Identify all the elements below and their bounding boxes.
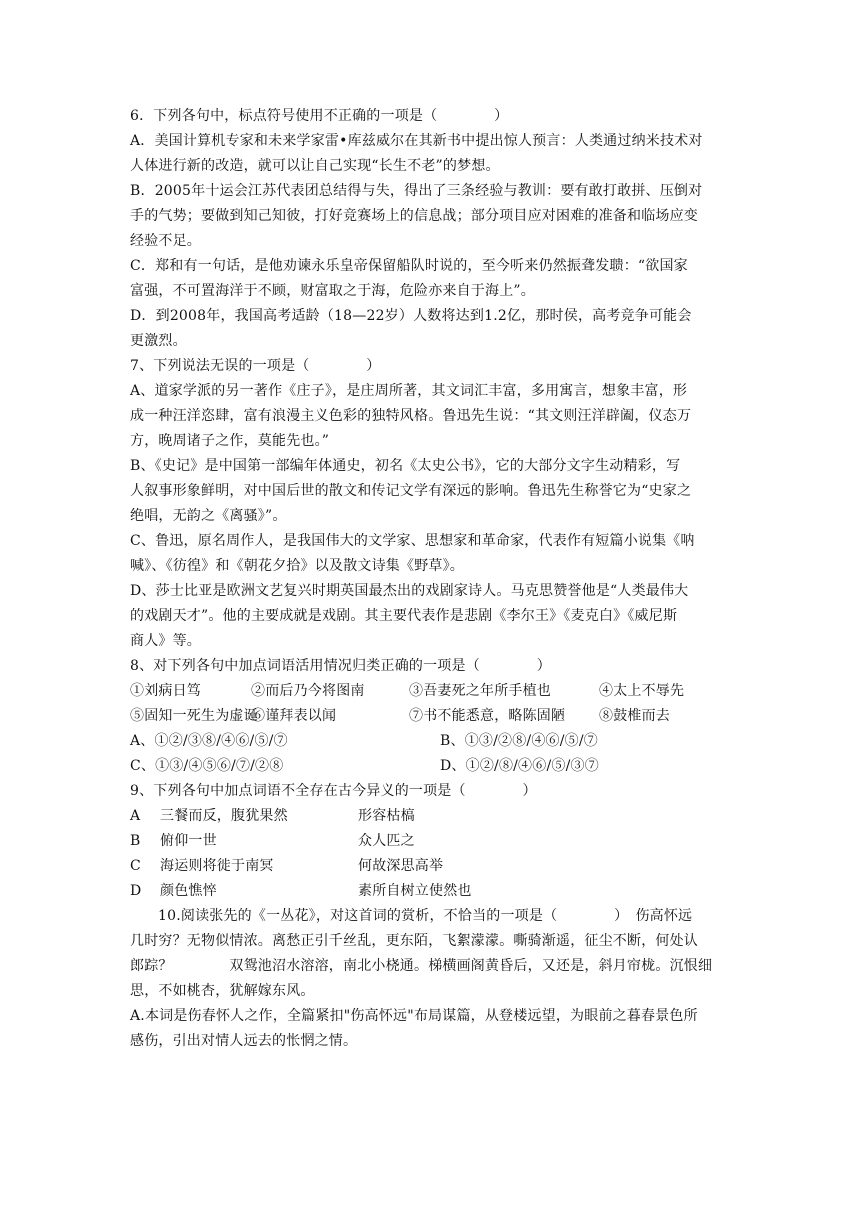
q10-option-a-line-2: 感伤，引出对情人远去的怅惘之情。 [130, 1033, 358, 1049]
q10-stem: 10.阅读张先的《一丛花》，对这首词的赏析，不恰当的一项是（ ） 伤高怀远 [158, 908, 693, 924]
q8-item-4: ④太上不辱先 [599, 683, 685, 699]
q8-options-row-2 [130, 754, 730, 779]
q10-poem-line-4: 思，不如桃杏，犹解嫁东风。 [130, 983, 315, 999]
q10-option-a-line-1: A.本词是伤春怀人之作，全篇紧扣"伤高怀远"布局谋篇，从登楼远望，为眼前之暮春景色所 [130, 1008, 698, 1024]
q9-option-letter: B [130, 833, 141, 849]
q8-option-c: C、①③/④⑤⑥/⑦/②⑧ [130, 758, 284, 774]
q7-option-a-line-1: A、道家学派的另一著作《庄子》，是庄周所著，其文词汇丰富，多用寓言，想象丰富，形 [130, 383, 688, 399]
q9-option-letter: A [130, 808, 141, 824]
q8-items-row-2 [130, 704, 730, 729]
q6-option-a-line-2: 人体进行新的改造，就可以让自己实现“长生不老”的梦想。 [130, 158, 500, 174]
q7-option-a-line-2: 成一种汪洋恣肆，富有浪漫主义色彩的独特风格。鲁迅先生说：“其文则汪洋辟阖，仪态万 [130, 408, 692, 424]
q8-stem: 8、对下列各句中加点词语活用情况归类正确的一项是（ ） [130, 658, 551, 674]
q7-option-a-line-3: 方，晚周诸子之作，莫能先也。” [130, 433, 330, 449]
q6-stem: 6．下列各句中，标点符号使用不正确的一项是（ ） [130, 108, 509, 124]
q8-option-d: D、①②/⑧/④⑥/⑤/③⑦ [440, 758, 599, 774]
q10-poem-line-2: 几时穷？无物似情浓。离愁正引千丝乱，更东陌，飞絮濛濛。嘶骑渐遥，征尘不断，何处认 [130, 933, 698, 949]
q6-option-c-line-1: C．郑和有一句话，是他劝谏永乐皇帝保留船队时说的，至今听来仍然振聋发聩：“欲国家 [130, 258, 688, 274]
q6-option-d-line-1: D．到2008年，我国高考适龄（18—22岁）人数将达到1.2亿，那时侯，高考竞争可能会 [130, 308, 692, 324]
q6-option-b-line-2: 手的气势；要做到知己知彼，打好竞赛场上的信息战；部分项目应对困难的准备和临场应变 [130, 208, 698, 224]
q6-option-c-line-2: 富强，不可置海洋于不顾，财富取之于海，危险亦来自于海上”。 [130, 283, 535, 299]
q9-option-letter: D [130, 883, 142, 899]
q7-option-d-line-2: 的戏剧天才”。他的主要成就是戏剧。其主要代表作是悲剧《李尔王》《麦克白》《威尼斯 [130, 608, 678, 624]
q9-option-left: 三餐而反，腹犹果然 [160, 808, 288, 824]
q7-option-c-line-2: 喊》、《彷徨》和《朝花夕拾》以及散文诗集《野草》。 [130, 558, 464, 574]
q9-option-left: 颜色憔悴 [160, 883, 217, 899]
q7-option-b-line-2: 人叙事形象鲜明，对中国后世的散文和传记文学有深远的影响。鲁迅先生称誉它为“史家之 [130, 483, 692, 499]
q9-option-right: 形容枯槁 [358, 808, 415, 824]
q8-option-a: A、①②/③⑧/④⑥/⑤/⑦ [130, 733, 288, 749]
document-page [130, 104, 730, 1054]
q9-option-c [130, 854, 730, 879]
q8-item-7: ⑦书不能悉意，略陈固陋 [409, 708, 566, 724]
q6-option-a-line-1: A．美国计算机专家和未来学家雷•库兹威尔在其新书中提出惊人预言：人类通过纳米技术对 [130, 133, 703, 149]
q8-options-row-1 [130, 729, 730, 754]
q7-option-b-line-1: B、《史记》是中国第一部编年体通史，初名《太史公书》，它的大部分文字生动精彩，写 [130, 458, 681, 474]
q6-option-b-line-3: 经验不足。 [130, 233, 201, 249]
q9-option-right: 何故深思高举 [358, 858, 444, 874]
q8-item-3: ③吾妻死之年所手植也 [409, 683, 551, 699]
q7-option-d-line-3: 商人》等。 [130, 633, 201, 649]
q9-option-right: 素所自树立使然也 [358, 883, 472, 899]
q10-poem-line-3: 郎踪？ 双鸳池沼水溶溶，南北小桡通。梯横画阁黄昏后，又还是，斜月帘栊。沉恨细 [130, 958, 713, 974]
q8-item-2: ②而后乃今将图南 [251, 683, 365, 699]
q9-stem: 9、下列各句中加点词语不全存在古今异义的一项是（ ） [130, 783, 537, 799]
q9-option-b [130, 829, 730, 854]
q8-item-1: ①刘病日笃 [130, 683, 201, 699]
q9-option-left: 海运则将徙于南冥 [160, 858, 274, 874]
q8-item-8: ⑧鼓椎而去 [599, 708, 670, 724]
q6-option-b-line-1: B．2005年十运会江苏代表团总结得与失，得出了三条经验与教训：要有敢打敢拼、压倒对 [130, 183, 703, 199]
q6-option-d-line-2: 更激烈。 [130, 333, 187, 349]
q7-stem: 7、下列说法无误的一项是（ ） [130, 358, 381, 374]
q7-option-c-line-1: C、鲁迅，原名周作人，是我国伟大的文学家、思想家和革命家，代表作有短篇小说集《呐 [130, 533, 695, 549]
q9-option-a [130, 804, 730, 829]
q8-option-b: B、①③/②⑧/④⑥/⑤/⑦ [440, 733, 598, 749]
q8-items-row-1 [130, 679, 730, 704]
q9-option-d [130, 879, 730, 904]
q8-item-6: ⑥谨拜表以闻 [251, 708, 337, 724]
q7-option-d-line-1: D、莎士比亚是欧洲文艺复兴时期英国最杰出的戏剧家诗人。马克思赞誉他是“人类最伟大 [130, 583, 689, 599]
q9-option-right: 众人匹之 [358, 833, 415, 849]
q9-option-left: 俯仰一世 [160, 833, 217, 849]
q8-item-5: ⑤固知一死生为虚诞 [130, 708, 258, 724]
q7-option-b-line-3: 绝唱，无韵之《离骚》”。 [130, 508, 287, 524]
q9-option-letter: C [130, 858, 141, 874]
